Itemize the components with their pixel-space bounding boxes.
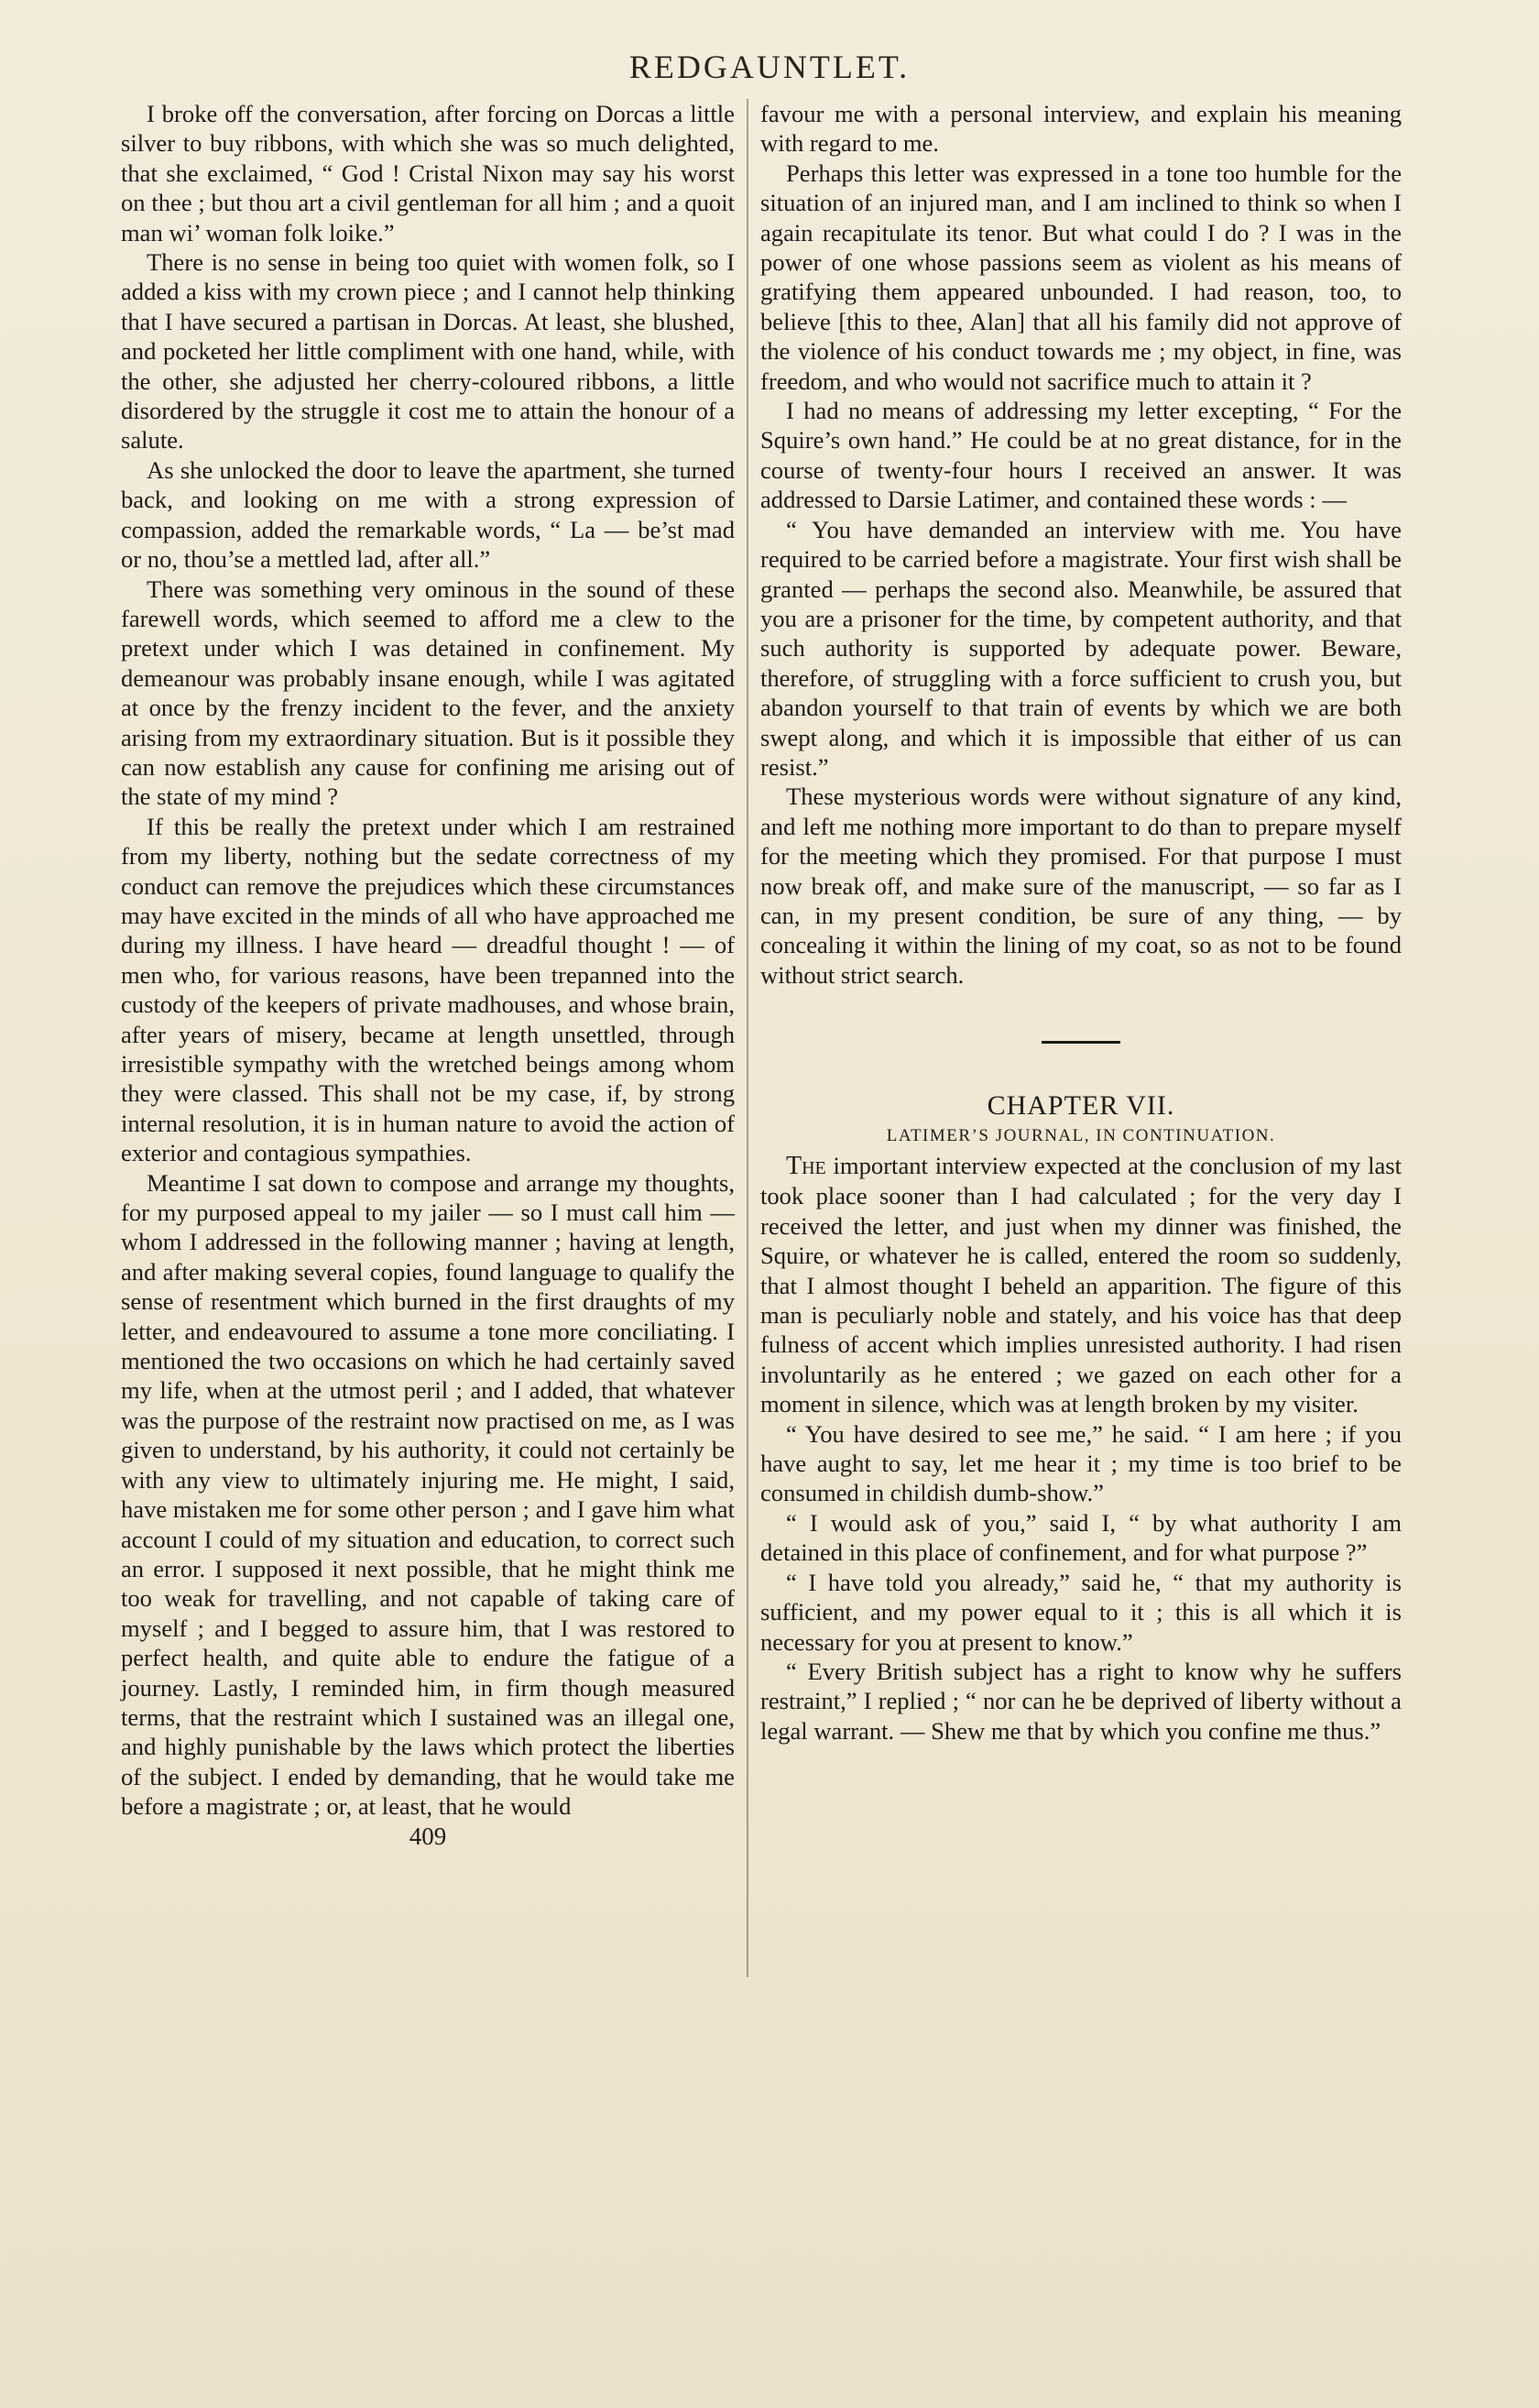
chapter-subtitle: LATIMER’S JOURNAL, IN CONTINUATION. bbox=[886, 1125, 1276, 1145]
paragraph: Meantime I sat down to compose and arrange my thoughts, for my purposed appeal to my jailer — so I must call him — whom I addressed in the following manner ; having at length, and after making several copies, found language to qualify the sense of resentment which burned in the first draughts of my letter, and endeavoured to assume a tone more conciliating. I mentioned the two occasions on which he had certainly saved my life, when at the utmost peril ; and I added, that whatever was the purpose of the restraint now practised on me, as I was given to understand, by his authority, it could not certainly be with any view to ultimately injuring me. He might, I said, have mistaken me for some other person ; and I gave him what account I could of my situation and education, to correct such an error. I supposed it next possible, that he might think me too weak for travelling, and not capable of taking care of myself ; and I begged to assure him, that I was restored to perfect health, and quite able to endure the fatigue of a journey. Lastly, I reminded him, in firm though measured terms, that the restraint which I sustained was an illegal one, and highly punishable by the laws which protect the liberties of the subject. I ended by demanding, that he would take me before a magistrate ; or, at least, that he would bbox=[121, 1168, 735, 1821]
chapter-title: CHAPTER VII. bbox=[987, 1090, 1175, 1122]
paragraph: “ You have desired to see me,” he said. “ I am here ; if you have aught to say, let me hear it ; my time is too brief to be consumed in childish dumb-show.” bbox=[760, 1419, 1402, 1507]
paragraph: “ Every British subject has a right to know why he suffers restraint,” I replied ; “ nor can he be deprived of liberty without a legal warrant. — Shew me that by which you confine me thus.” bbox=[760, 1657, 1402, 1745]
opening-word: The bbox=[786, 1152, 826, 1180]
page-number: 409 bbox=[409, 1822, 447, 1850]
section-rule bbox=[1042, 1041, 1120, 1044]
paragraph: “ I have told you already,” said he, “ that my authority is sufficient, and my power equal to it ; this is all which it is necessary for you at present to know.” bbox=[760, 1568, 1402, 1656]
paragraph: Perhaps this letter was expressed in a tone too humble for the situation of an injured man, and I am inclined to think so when I again recapitulate its tenor. But what could I do ? I was in the power of one whose passions seem as violent as his means of gratifying them appeared unbounded. I had reason, too, to believe [this to thee, Alan] that all his family did not approve of the violence of his conduct towards me ; my object, in fine, was freedom, and who would not sacrifice much to attain it ? bbox=[760, 159, 1402, 395]
column-divider bbox=[747, 99, 748, 1977]
opening-text: important interview expected at the conclusion of my last took place sooner than I had calculated ; for the very day I received the letter, and just when my dinner was finished, the Squire, or whatever he is called, entered the room so suddenly, that I almost thought I beheld an apparition. The figure of this man is peculiarly noble and stately, and his voice has that deep fulness of accent which implies unresisted authority. I had risen involuntarily as he entered ; we gazed on each other for a moment in silence, which was at length broken by my visiter. bbox=[760, 1152, 1402, 1418]
paragraph: “ You have demanded an interview with me. You have required to be carried before a magistrate. Your first wish shall be granted — perhaps the second also. Meanwhile, be assured that you are a prisoner for the time, by competent authority, and that such authority is supported by adequate power. Beware, therefore, of struggling with a force sufficient to crush you, but abandon yourself to that train of events by which we are both swept along, and which it is impossible that either of us can resist.” bbox=[760, 515, 1402, 781]
paragraph: I broke off the conversation, after forcing on Dorcas a little silver to buy ribbons, with which she was so much delighted, that she exclaimed, “ God ! Cristal Nixon may say his worst on thee ; but thou art a civil gentleman for all him ; and a quoit man wi’ woman folk loike.” bbox=[121, 100, 735, 246]
paragraph: If this be really the pretext under which I am restrained from my liberty, nothing but the sedate correctness of my conduct can remove the prejudices which these circumstances may have excited in the minds of all who have approached me during my illness. I have heard — dreadful thought ! — of men who, for various reasons, have been trepanned into the custody of the keepers of private madhouses, and whose brain, after years of misery, became at length unsettled, through irresistible sympathy with the wretched beings among whom they were classed. This shall not be my case, if, by strong internal resolution, it is in human nature to avoid the action of exterior and contagious sympathies. bbox=[121, 812, 735, 1167]
paragraph: favour me with a personal interview, and explain his meaning with regard to me. bbox=[760, 100, 1402, 158]
paragraph: These mysterious words were without signature of any kind, and left me nothing more important to do than to prepare myself for the meeting which they promised. For that purpose I must now break off, and make sure of the manuscript, — so far as I can, in my present condition, be sure of any thing, — by concealing it within the lining of my coat, so as not to be found without strict search. bbox=[760, 783, 1402, 989]
chapter-opening-paragraph bbox=[760, 1151, 1402, 1419]
paragraph: There is no sense in being too quiet with women folk, so I added a kiss with my crown piece ; and I cannot help thinking that I have secured a partisan in Dorcas. At least, she blushed, and pocketed her little compliment with one hand, while, with the other, she adjusted her cherry-coloured ribbons, a little disordered by the struggle it cost me to attain the honour of a salute. bbox=[121, 248, 735, 454]
paragraph: There was something very ominous in the sound of these farewell words, which seemed to afford me a clew to the pretext under which I was detained in confinement. My demeanour was probably insane enough, while I was agitated at once by the frenzy incident to the fever, and the anxiety arising from my extraordinary situation. But is it possible they can now establish any cause for confining me arising out of the state of my mind ? bbox=[121, 575, 735, 811]
paragraph: I had no means of addressing my letter excepting, “ For the Squire’s own hand.” He could be at no great distance, for in the course of twenty-four hours I received an answer. It was addressed to Darsie Latimer, and contained these words : — bbox=[760, 397, 1402, 514]
right-column bbox=[760, 99, 1402, 1746]
paragraph: As she unlocked the door to leave the apartment, she turned back, and looking on me with a strong expression of compassion, added the remarkable words, “ La — be’st mad or no, thou’se a mettled lad, after all.” bbox=[121, 455, 735, 574]
left-column bbox=[121, 99, 735, 1851]
paragraph: “ I would ask of you,” said I, “ by what authority I am detained in this place of confinement, and for what purpose ?” bbox=[760, 1508, 1402, 1567]
running-head: REDGAUNTLET. bbox=[628, 49, 911, 85]
